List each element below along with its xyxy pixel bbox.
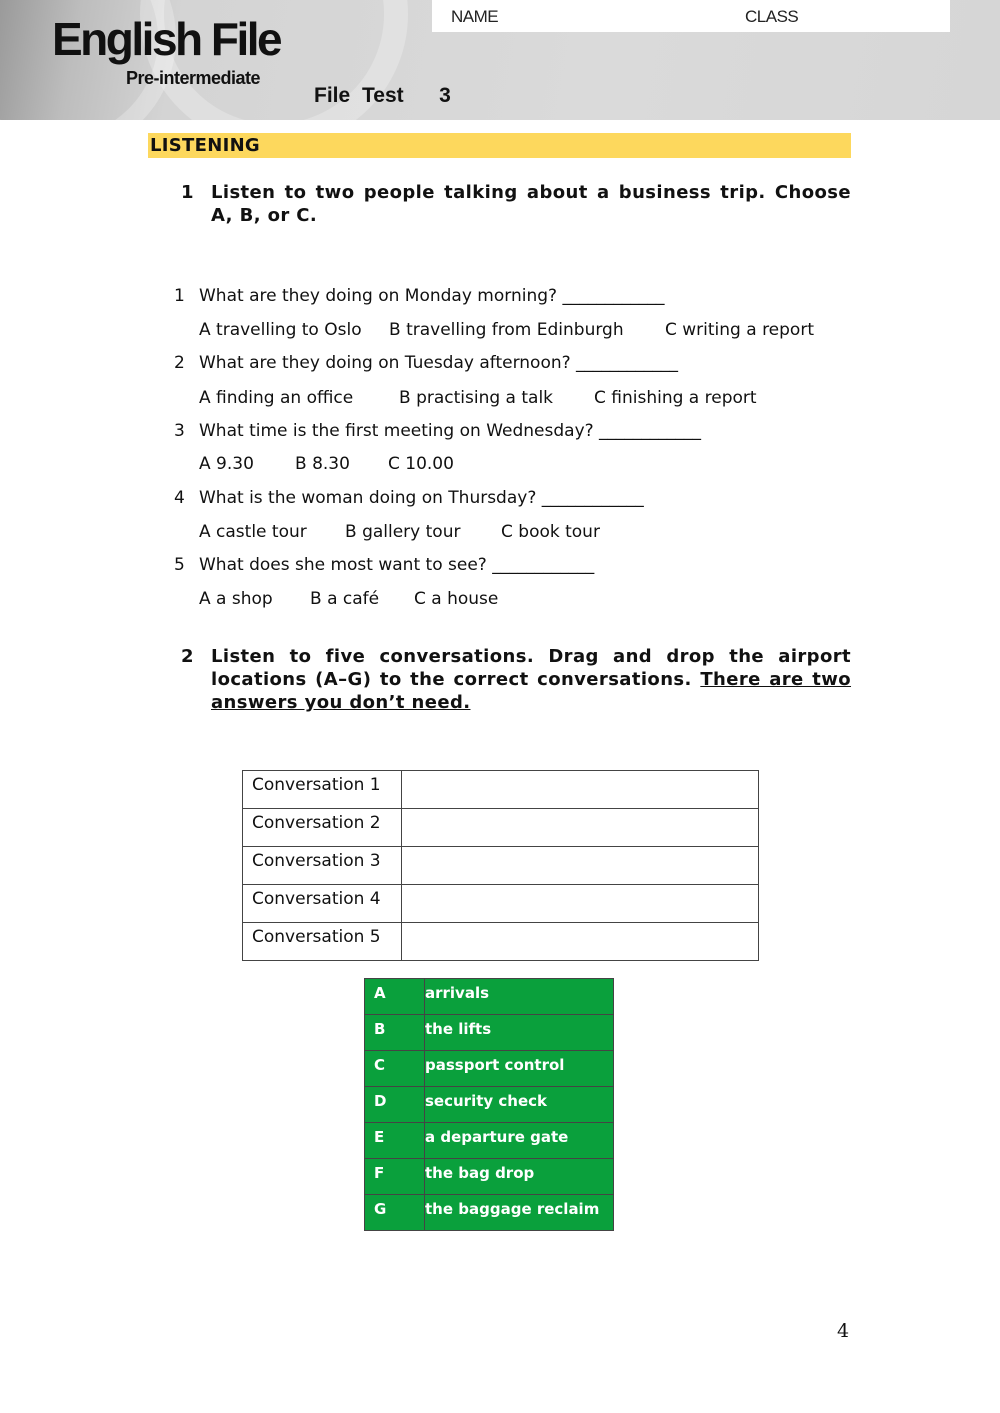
location-text: passport control — [425, 1051, 614, 1087]
location-text: the baggage reclaim — [425, 1195, 614, 1231]
section-label: LISTENING — [150, 135, 261, 156]
draggable-location[interactable] — [365, 1087, 614, 1123]
question-text: What time is the first meeting on Wednesday? ____________ — [199, 421, 702, 441]
option-a[interactable]: A finding an office — [199, 388, 354, 408]
table-row — [243, 847, 759, 885]
option-b[interactable]: B gallery tour — [345, 522, 461, 542]
location-letter: G — [365, 1195, 425, 1231]
drop-zone[interactable] — [402, 923, 759, 961]
question-number: 5 — [174, 555, 185, 575]
page-number: 4 — [837, 1320, 850, 1342]
conversation-table — [242, 770, 759, 961]
question-text: What are they doing on Tuesday afternoon? ____________ — [199, 353, 679, 373]
location-letter: E — [365, 1123, 425, 1159]
option-c[interactable]: C book tour — [501, 522, 600, 542]
draggable-location[interactable] — [365, 1123, 614, 1159]
location-letter: F — [365, 1159, 425, 1195]
draggable-location[interactable] — [365, 979, 614, 1015]
exercise1-instruction — [181, 181, 851, 229]
instruction-text: Listen to two people talking about a business trip. Choose A, B, or C. — [211, 182, 851, 226]
option-a[interactable]: A 9.30 — [199, 454, 254, 474]
question-number: 4 — [174, 488, 185, 508]
option-c[interactable]: C finishing a report — [594, 388, 757, 408]
option-b[interactable]: B 8.30 — [295, 454, 350, 474]
brand-subtitle: Pre-intermediate — [126, 68, 261, 88]
section-bar — [148, 133, 851, 158]
draggable-location[interactable] — [365, 1051, 614, 1087]
conversation-label: Conversation 2 — [243, 809, 402, 847]
table-row — [243, 771, 759, 809]
location-text: security check — [425, 1087, 614, 1123]
drop-zone[interactable] — [402, 771, 759, 809]
location-text: a departure gate — [425, 1123, 614, 1159]
draggable-location[interactable] — [365, 1015, 614, 1051]
locations-table — [364, 978, 614, 1231]
option-c[interactable]: C writing a report — [665, 320, 814, 340]
page-header — [0, 0, 1000, 120]
option-b[interactable]: B travelling from Edinburgh — [389, 320, 624, 340]
instruction-text — [211, 645, 851, 714]
table-row — [243, 809, 759, 847]
option-c[interactable]: C a house — [414, 589, 499, 609]
exercise-number: 1 — [181, 182, 194, 203]
name-class-box — [432, 0, 950, 32]
question-text: What is the woman doing on Thursday? ____________ — [199, 488, 644, 508]
drop-zone[interactable] — [402, 809, 759, 847]
class-label: CLASS — [745, 7, 799, 26]
question-number: 1 — [174, 286, 185, 306]
draggable-location[interactable] — [365, 1195, 614, 1231]
option-b[interactable]: B a café — [310, 589, 380, 609]
drop-zone[interactable] — [402, 885, 759, 923]
table-row — [243, 885, 759, 923]
location-text: the lifts — [425, 1015, 614, 1051]
option-a[interactable]: A castle tour — [199, 522, 307, 542]
draggable-location[interactable] — [365, 1159, 614, 1195]
table-row — [243, 923, 759, 961]
location-letter: A — [365, 979, 425, 1015]
option-a[interactable]: A travelling to Oslo — [199, 320, 362, 340]
location-text: the bag drop — [425, 1159, 614, 1195]
location-text: arrivals — [425, 979, 614, 1015]
exercise-number: 2 — [181, 646, 194, 667]
conversation-label: Conversation 4 — [243, 885, 402, 923]
question-text: What does she most want to see? ____________ — [199, 555, 595, 575]
exercise2-instruction — [181, 645, 851, 717]
option-a[interactable]: A a shop — [199, 589, 273, 609]
conversation-label: Conversation 5 — [243, 923, 402, 961]
brand-title: English File — [52, 13, 281, 65]
file-test-title: File Test 3 — [314, 84, 451, 107]
name-label: NAME — [451, 7, 499, 26]
conversation-label: Conversation 3 — [243, 847, 402, 885]
location-letter: D — [365, 1087, 425, 1123]
question-number: 2 — [174, 353, 185, 373]
question-number: 3 — [174, 421, 185, 441]
drop-zone[interactable] — [402, 847, 759, 885]
question-text: What are they doing on Monday morning? ____________ — [199, 286, 665, 306]
option-b[interactable]: B practising a talk — [399, 388, 554, 408]
option-c[interactable]: C 10.00 — [388, 454, 454, 474]
instruction-underlined: There are two answers you don’t need. — [211, 669, 852, 713]
location-letter: B — [365, 1015, 425, 1051]
location-letter: C — [365, 1051, 425, 1087]
conversation-label: Conversation 1 — [243, 771, 402, 809]
instruction-main: Listen to five conversations. Drag and drop the airport locations (A–G) to the correct conversations. — [211, 646, 851, 690]
